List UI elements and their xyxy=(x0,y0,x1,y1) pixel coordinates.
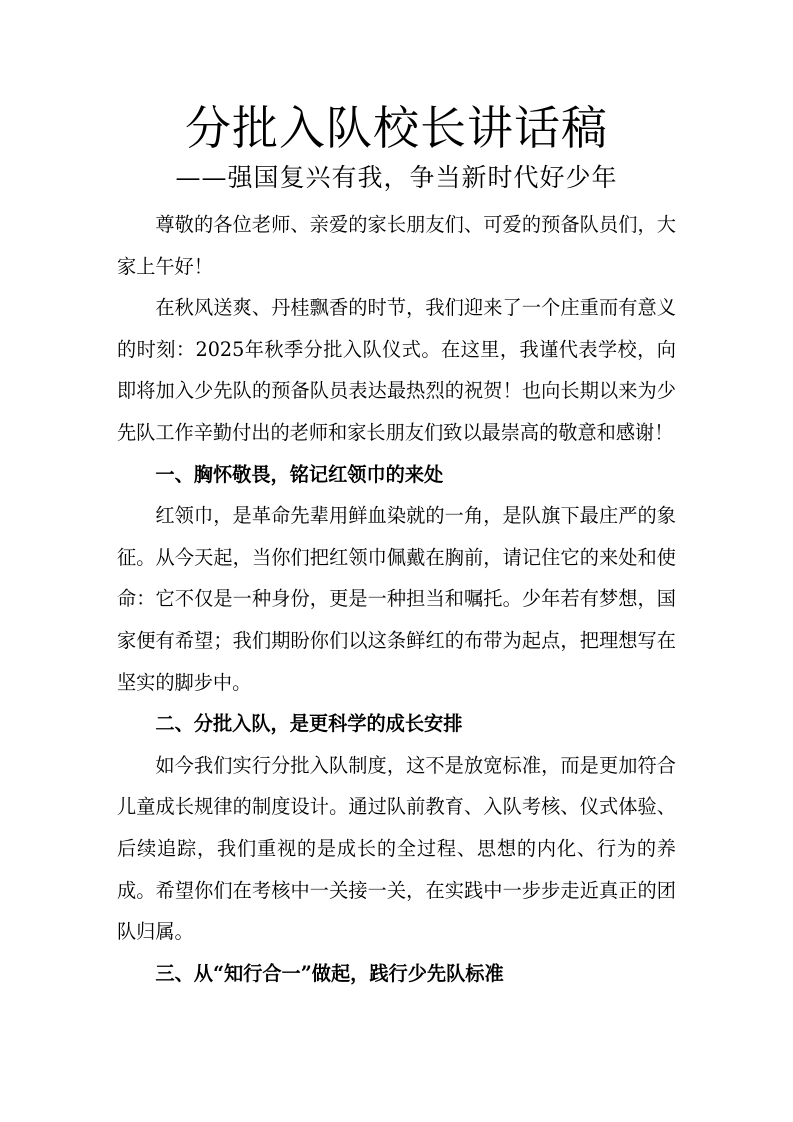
section-paragraph-2: 如今我们实行分批入队制度，这不是放宽标准，而是更加符合儿童成长规律的制度设计。通过队前教育、入队考核、仪式体验、后续追踪，我们重视的是成长的全过程、思想的内化、行为的养成。希望你们在考核中一关接一关，在实践中一步步走近真正的团队归属。 xyxy=(117,753,676,944)
section-heading-3: 三、从“知行合一”做起，践行少先队标准 xyxy=(155,961,504,985)
greeting-paragraph: 尊敬的各位老师、亲爱的家长朋友们、可爱的预备队员们，大家上午好！ xyxy=(117,213,676,278)
section-heading-1: 一、胸怀敬畏，铭记红领巾的来处 xyxy=(155,462,444,486)
document-title: 分批入队校长讲话稿 xyxy=(185,101,608,155)
section-paragraph-1: 红领巾，是革命先辈用鲜血染就的一角，是队旗下最庄严的象征。从今天起，当你们把红领巾佩戴在胸前，请记住它的来处和使命：它不仅是一种身份，更是一种担当和嘱托。少年若有梦想，国家便有希望；我们期盼你们以这条鲜红的布带为起点，把理想写在坚实的脚步中。 xyxy=(117,504,676,694)
section-heading-2: 二、分批入队，是更科学的成长安排 xyxy=(155,712,463,736)
document-body xyxy=(117,204,676,994)
document-subtitle: ——强国复兴有我，争当新时代好少年 xyxy=(175,163,618,192)
intro-paragraph: 在秋风送爽、丹桂飘香的时节，我们迎来了一个庄重而有意义的时刻：2025年秋季分批入队仪式。在这里，我谨代表学校，向即将加入少先队的预备队员表达最热烈的祝贺！也向长期以来为少先队工作辛勤付出的老师和家长朋友们致以最崇高的敬意和感谢！ xyxy=(117,296,676,444)
